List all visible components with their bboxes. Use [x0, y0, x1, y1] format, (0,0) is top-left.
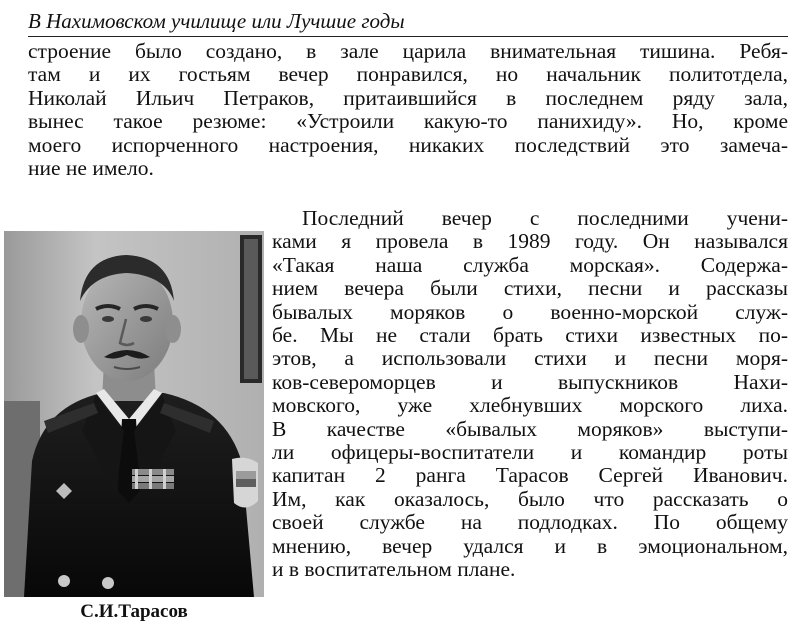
text-line: своей службе на подлодках. По общему	[272, 510, 788, 535]
text-line: ков-североморцев и выпускников Нахи-	[272, 369, 788, 394]
text-line: бывалых моряков о военно-морской служ-	[272, 299, 788, 324]
text-line: моего испорченного настроения, никаких последствий это замеча-	[28, 132, 788, 157]
text-line: ками я провела в 1989 году. Он назывался	[272, 229, 788, 254]
text-line: «Такая наша служба морская». Содержа-	[272, 252, 788, 277]
text-line: там и их гостьям вечер понравился, но начальник политотдела,	[28, 62, 788, 87]
text-line: этов, а использовали стихи и песни моря-	[272, 346, 788, 371]
portrait-photo	[4, 231, 264, 597]
text-line: Николай Ильич Петраков, притаившийся в последнем ряду зала,	[28, 85, 788, 110]
text-line: бе. Мы не стали брать стихи известных по-	[272, 323, 788, 348]
photo-caption: С.И.Тарасов	[80, 601, 188, 622]
header-rule	[28, 36, 788, 37]
right-paragraph	[272, 207, 788, 582]
text-line: капитан 2 ранга Тарасов Сергей Иванович.	[272, 463, 788, 488]
running-header: В Нахимовском училище или Лучшие годы	[28, 9, 405, 33]
text-line: нием вечера были стихи, песни и рассказы	[272, 276, 788, 301]
text-line: вынес такое резюме: «Устроили какую-то панихиду». Но, кроме	[28, 109, 788, 134]
text-line: ли офицеры-воспитатели и командир роты	[272, 440, 788, 465]
text-line: мовского, уже хлебнувших морского лиха.	[272, 393, 788, 418]
text-line: Последний вечер с последними учени-	[302, 206, 788, 230]
top-paragraph	[28, 40, 788, 180]
text-line: мнению, вечер удался и в эмоциональном,	[272, 533, 788, 558]
text-line: ние не имело.	[28, 156, 154, 181]
text-line: В качестве «бывалых моряков» выступи-	[272, 416, 788, 441]
text-line: строение было создано, в зале царила внимательная тишина. Ребя-	[28, 39, 788, 63]
text-line: Им, как оказалось, было что рассказать о	[272, 486, 788, 511]
text-line: и в воспитательном плане.	[272, 557, 516, 582]
